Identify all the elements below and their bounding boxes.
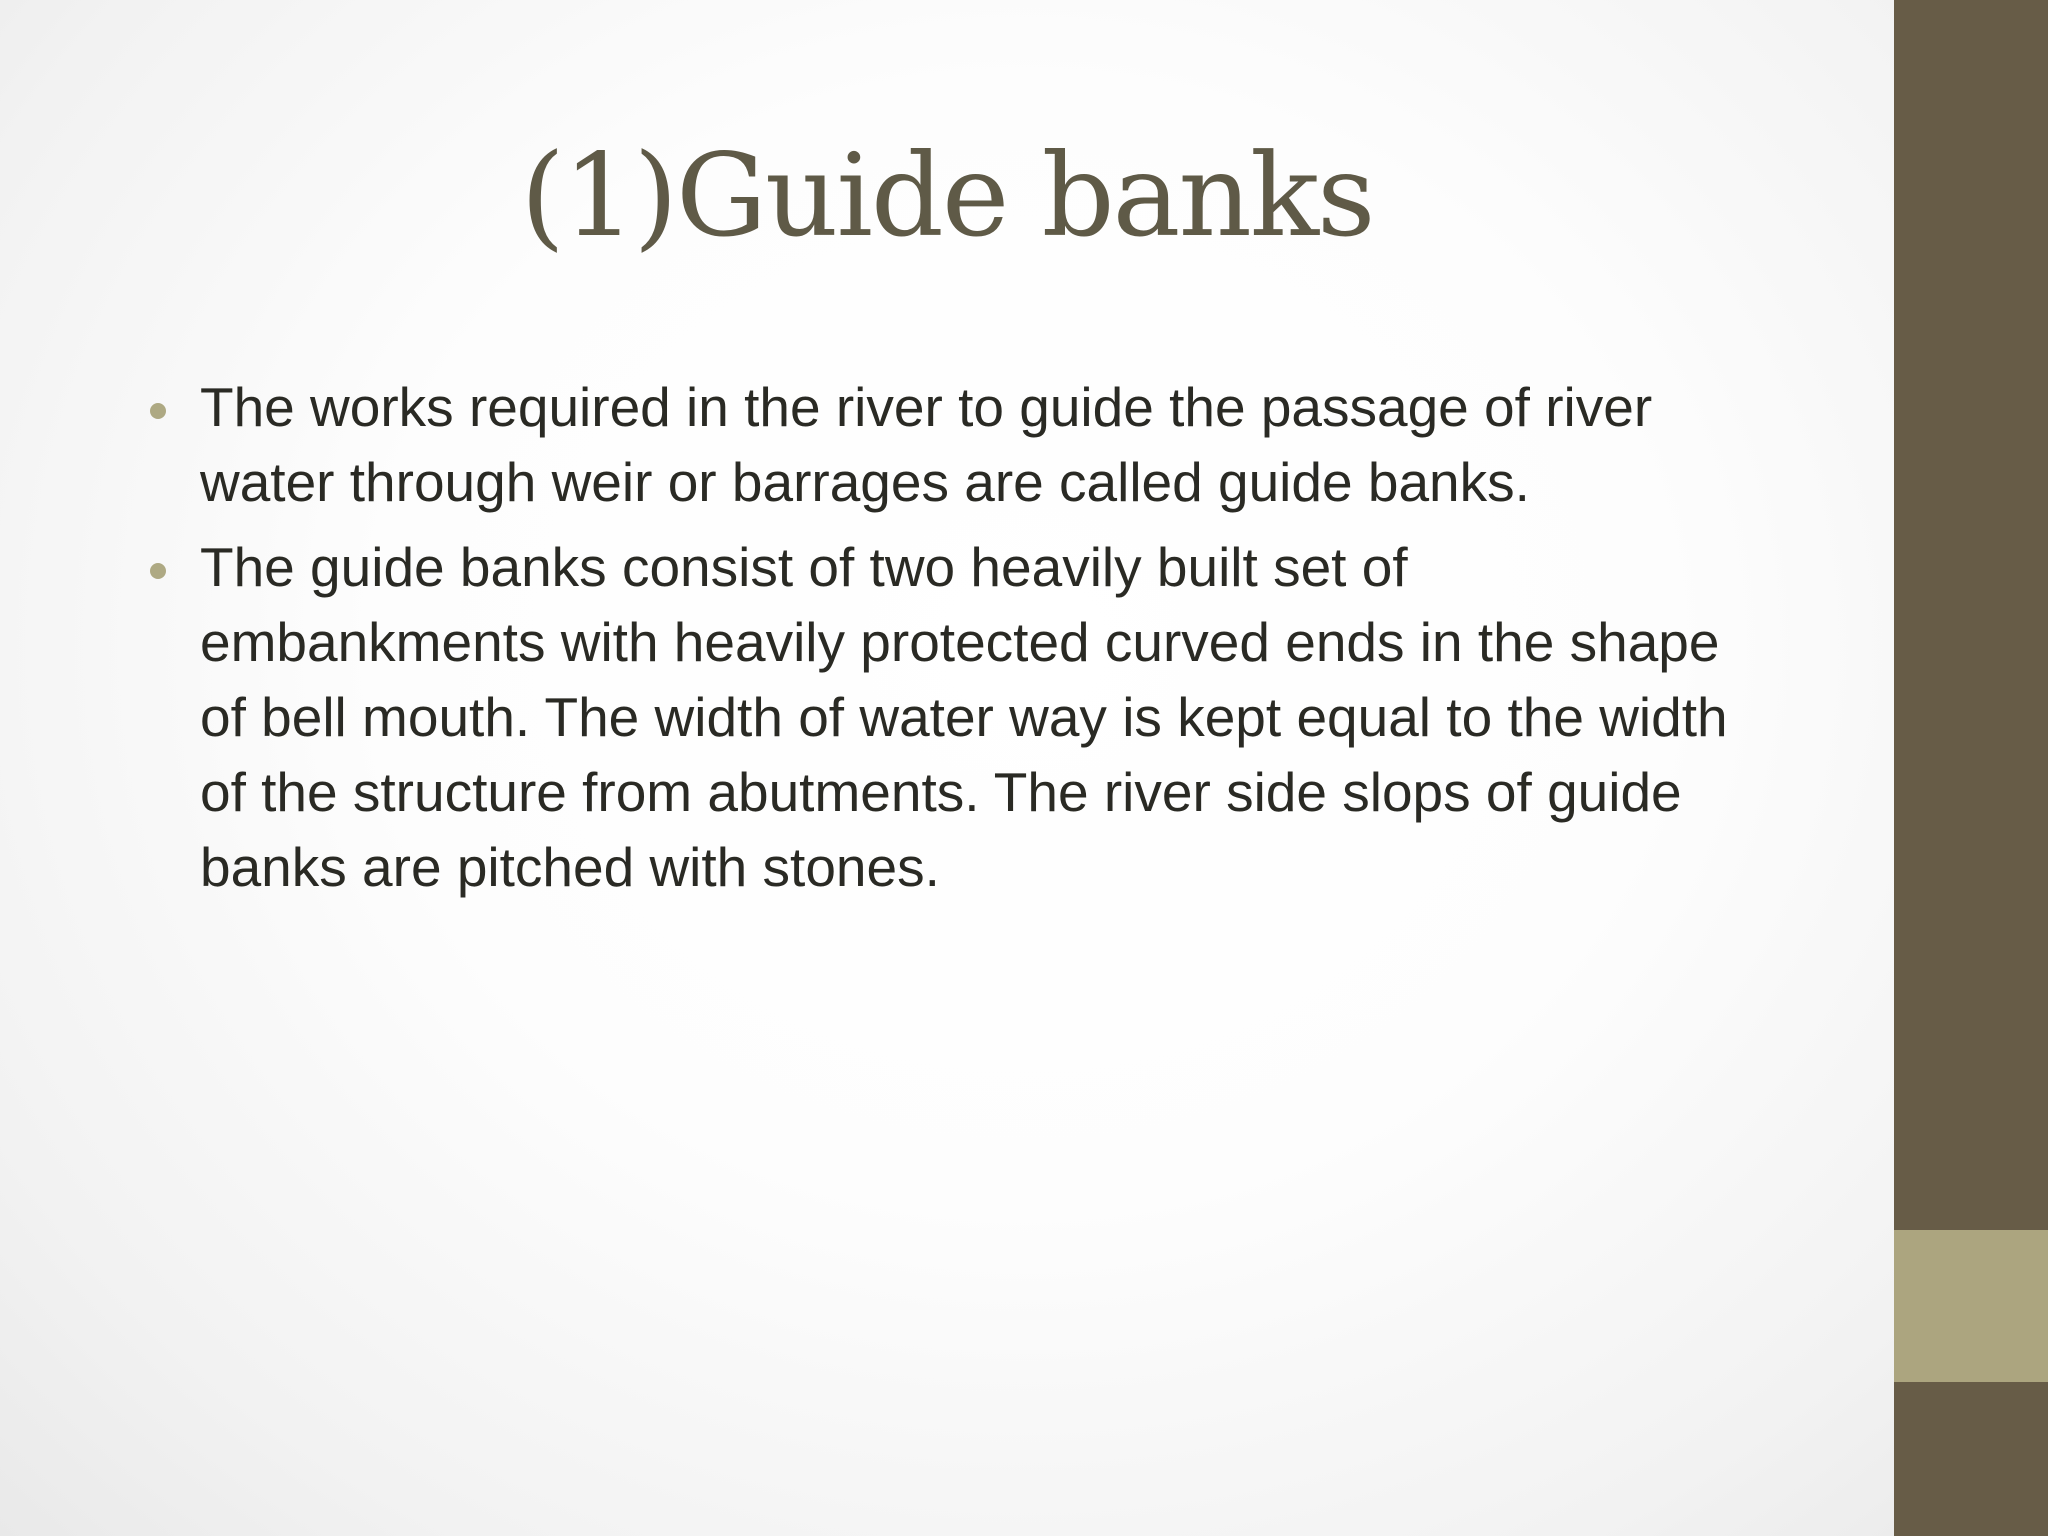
bullet-icon	[150, 563, 166, 579]
bullet-item	[150, 370, 1760, 520]
bullet-text: The works required in the river to guide the passage of river water through weir or barrages are called guide banks.	[200, 376, 1653, 513]
decorative-side-accent	[1894, 1230, 2048, 1382]
bullet-icon	[150, 403, 166, 419]
slide-title: (1)Guide banks	[520, 129, 1374, 262]
bullet-item	[150, 530, 1760, 905]
bullet-text: The guide banks consist of two heavily built set of embankments with heavily protected curved ends in the shape of bell mouth. The width of water way is kept equal to the width of the structure from abutments. The river side slops of guide banks are pitched with stones.	[200, 536, 1728, 898]
bullet-list	[150, 370, 1760, 915]
